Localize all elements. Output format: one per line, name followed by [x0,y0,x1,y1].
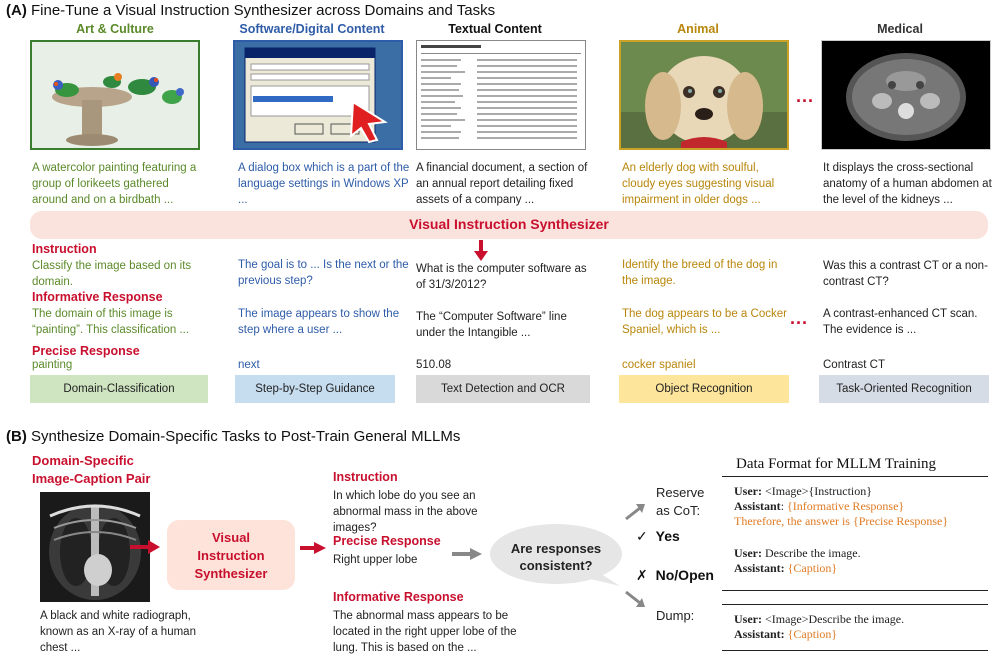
caption-art: A watercolor painting featuring a group of lorikeets gathered around and on a birdbath ... [32,162,197,206]
heading-art-culture: Art & Culture [76,22,154,36]
heading-textual: Textual Content [448,22,542,36]
precise-medical: Contrast CT [823,359,885,371]
instruction-art: Classify the image based on its domain. [32,260,192,288]
format-bottom-rule [722,650,988,651]
format-entry-1-user [734,484,989,499]
f3-asst-label: Assistant: [734,627,785,641]
synthesizer-title: Visual Instruction Synthesizer [409,216,609,232]
cross-icon: ✗ [636,567,648,583]
pair-title-line1: Domain-Specific [32,453,134,468]
reserve-label [656,484,704,520]
synth-box-line3: Synthesizer [194,566,268,581]
instruction-textual: What is the computer software as of 31/3/2012? [416,263,587,291]
software-dialog-image [233,40,403,150]
f1-asst-sep: : [780,499,788,513]
precise-textual: 510.08 [416,359,452,371]
f1-asst-text: {Informative Response} [787,499,905,513]
part-b-tag: (B) [6,428,27,445]
synth-box-line1: Visual [211,530,251,545]
f3-user-text: <Image>Describe the image. [761,612,905,626]
b-informative-text: The abnormal mass appears to be located in the right upper lobe of the lung. This is based on the ... [333,610,517,654]
heading-animal: Animal [677,22,719,36]
b-precise-label: Precise Response [333,534,441,548]
f1-user-label: User: [734,484,762,498]
heading-software: Software/Digital Content [239,22,385,36]
instruction-software: The goal is to ... Is the next or the previous step? [238,259,409,287]
f1-therefore: Therefore, the answer is {Precise Response} [734,514,949,528]
b-instruction-label: Instruction [333,470,398,484]
format-entry-1-assistant [734,499,989,514]
b-instruction-text: In which lobe do you see an abnormal mass in the above images? [333,490,478,534]
precise-animal: cocker spaniel [622,359,696,371]
arrow-yes-icon [624,503,646,521]
no-outcome [636,567,714,584]
instruction-medical: Was this a contrast CT or a non-contrast CT? [823,260,988,288]
part-b-title [6,428,460,445]
precise-software: next [238,359,260,371]
task-step-by-step: Step-by-Step Guidance [235,375,395,403]
b-precise-text: Right upper lobe [333,554,418,566]
format-entry-3-user [734,612,989,627]
yes-label: Yes [655,528,680,544]
part-a-title [6,2,495,19]
check-icon: ✓ [636,528,648,544]
informative-software: The image appears to show the step where a user ... [238,308,400,336]
dump-label: Dump: [656,608,695,623]
format-entry-2-user [734,546,989,561]
f2-asst-label: Assistant: [734,561,785,575]
part-a-title-text: Fine-Tune a Visual Instruction Synthesizer across Domains and Tasks [31,2,496,19]
consistency-question [486,540,626,574]
informative-animal: The dog appears to be a Cocker Spaniel, which is ... [622,308,787,336]
consistency-question-line1: Are responses [510,541,602,556]
f1-asst-label: Assistant [734,499,781,513]
financial-document-image [416,40,586,150]
heading-medical: Medical [877,22,923,36]
reserve-line1: Reserve [656,485,705,500]
informative-art: The domain of this image is “painting”. This classification ... [32,308,190,336]
task-oriented-recognition: Task-Oriented Recognition [819,375,989,403]
part-b-title-text: Synthesize Domain-Specific Tasks to Post-Train General MLLMs [31,428,461,445]
arrow-no-icon [624,590,646,608]
task-object-recognition: Object Recognition [619,375,789,403]
format-title: Data Format for MLLM Training [736,456,936,472]
reserve-line2: as CoT: [656,503,701,518]
consistency-question-line2: consistent? [519,558,593,573]
label-precise: Precise Response [32,344,140,358]
f2-asst-text: {Caption} [784,561,838,575]
caption-textual: A financial document, a section of an annual report detailing fixed assets of a company ... [416,162,588,206]
art-painting-image [30,40,200,150]
f3-user-label: User: [734,612,762,626]
format-entry-1 [734,484,989,529]
down-arrow-icon [474,240,488,262]
f2-user-text: Describe the image. [761,546,861,560]
task-text-detection: Text Detection and OCR [416,375,590,403]
dog-photo-image [619,40,789,150]
synth-box-line2: Instruction [197,548,265,563]
ct-scan-image [821,40,991,150]
label-instruction: Instruction [32,242,97,256]
instruction-animal: Identify the breed of the dog in the image. [622,259,778,287]
f1-user-text: <Image>{Instruction} [761,484,873,498]
format-dump-top-rule [722,604,988,605]
arrow-to-synth-icon [130,540,160,554]
ellipsis-dots-top: ... [796,86,815,106]
caption-software: A dialog box which is a part of the language settings in Windows XP ... [238,162,410,206]
label-informative: Informative Response [32,290,163,304]
f3-asst-text: {Caption} [784,627,838,641]
arrow-synth-out-icon [300,542,326,554]
arrow-to-check-icon [452,548,482,560]
part-a-tag: (A) [6,2,27,19]
precise-art: painting [32,359,73,371]
caption-medical: It displays the cross-sectional anatomy of a human abdomen at the level of the kidneys ... [823,162,992,206]
format-entry-3-assistant [734,627,989,642]
format-entry-3 [734,612,989,642]
format-mid-rule [722,590,988,591]
b-informative-label: Informative Response [333,590,464,604]
xray-caption: A black and white radiograph, known as an X-ray of a human chest ... [40,610,196,654]
format-entry-2-assistant [734,561,989,576]
pair-title-line2: Image-Caption Pair [32,471,151,486]
format-entry-2 [734,546,989,576]
no-label: No/Open [655,567,714,583]
yes-outcome [636,528,680,545]
ellipsis-dots-row: ... [790,308,809,328]
informative-textual: The “Computer Software” line under the Intangible ... [416,311,567,339]
informative-medical: A contrast-enhanced CT scan. The evidence is ... [823,308,978,336]
task-domain-classification: Domain-Classification [30,375,208,403]
format-top-rule [722,476,988,477]
caption-animal: An elderly dog with soulful, cloudy eyes suggesting visual impairment in older dogs ... [622,162,775,206]
f2-user-label: User: [734,546,762,560]
